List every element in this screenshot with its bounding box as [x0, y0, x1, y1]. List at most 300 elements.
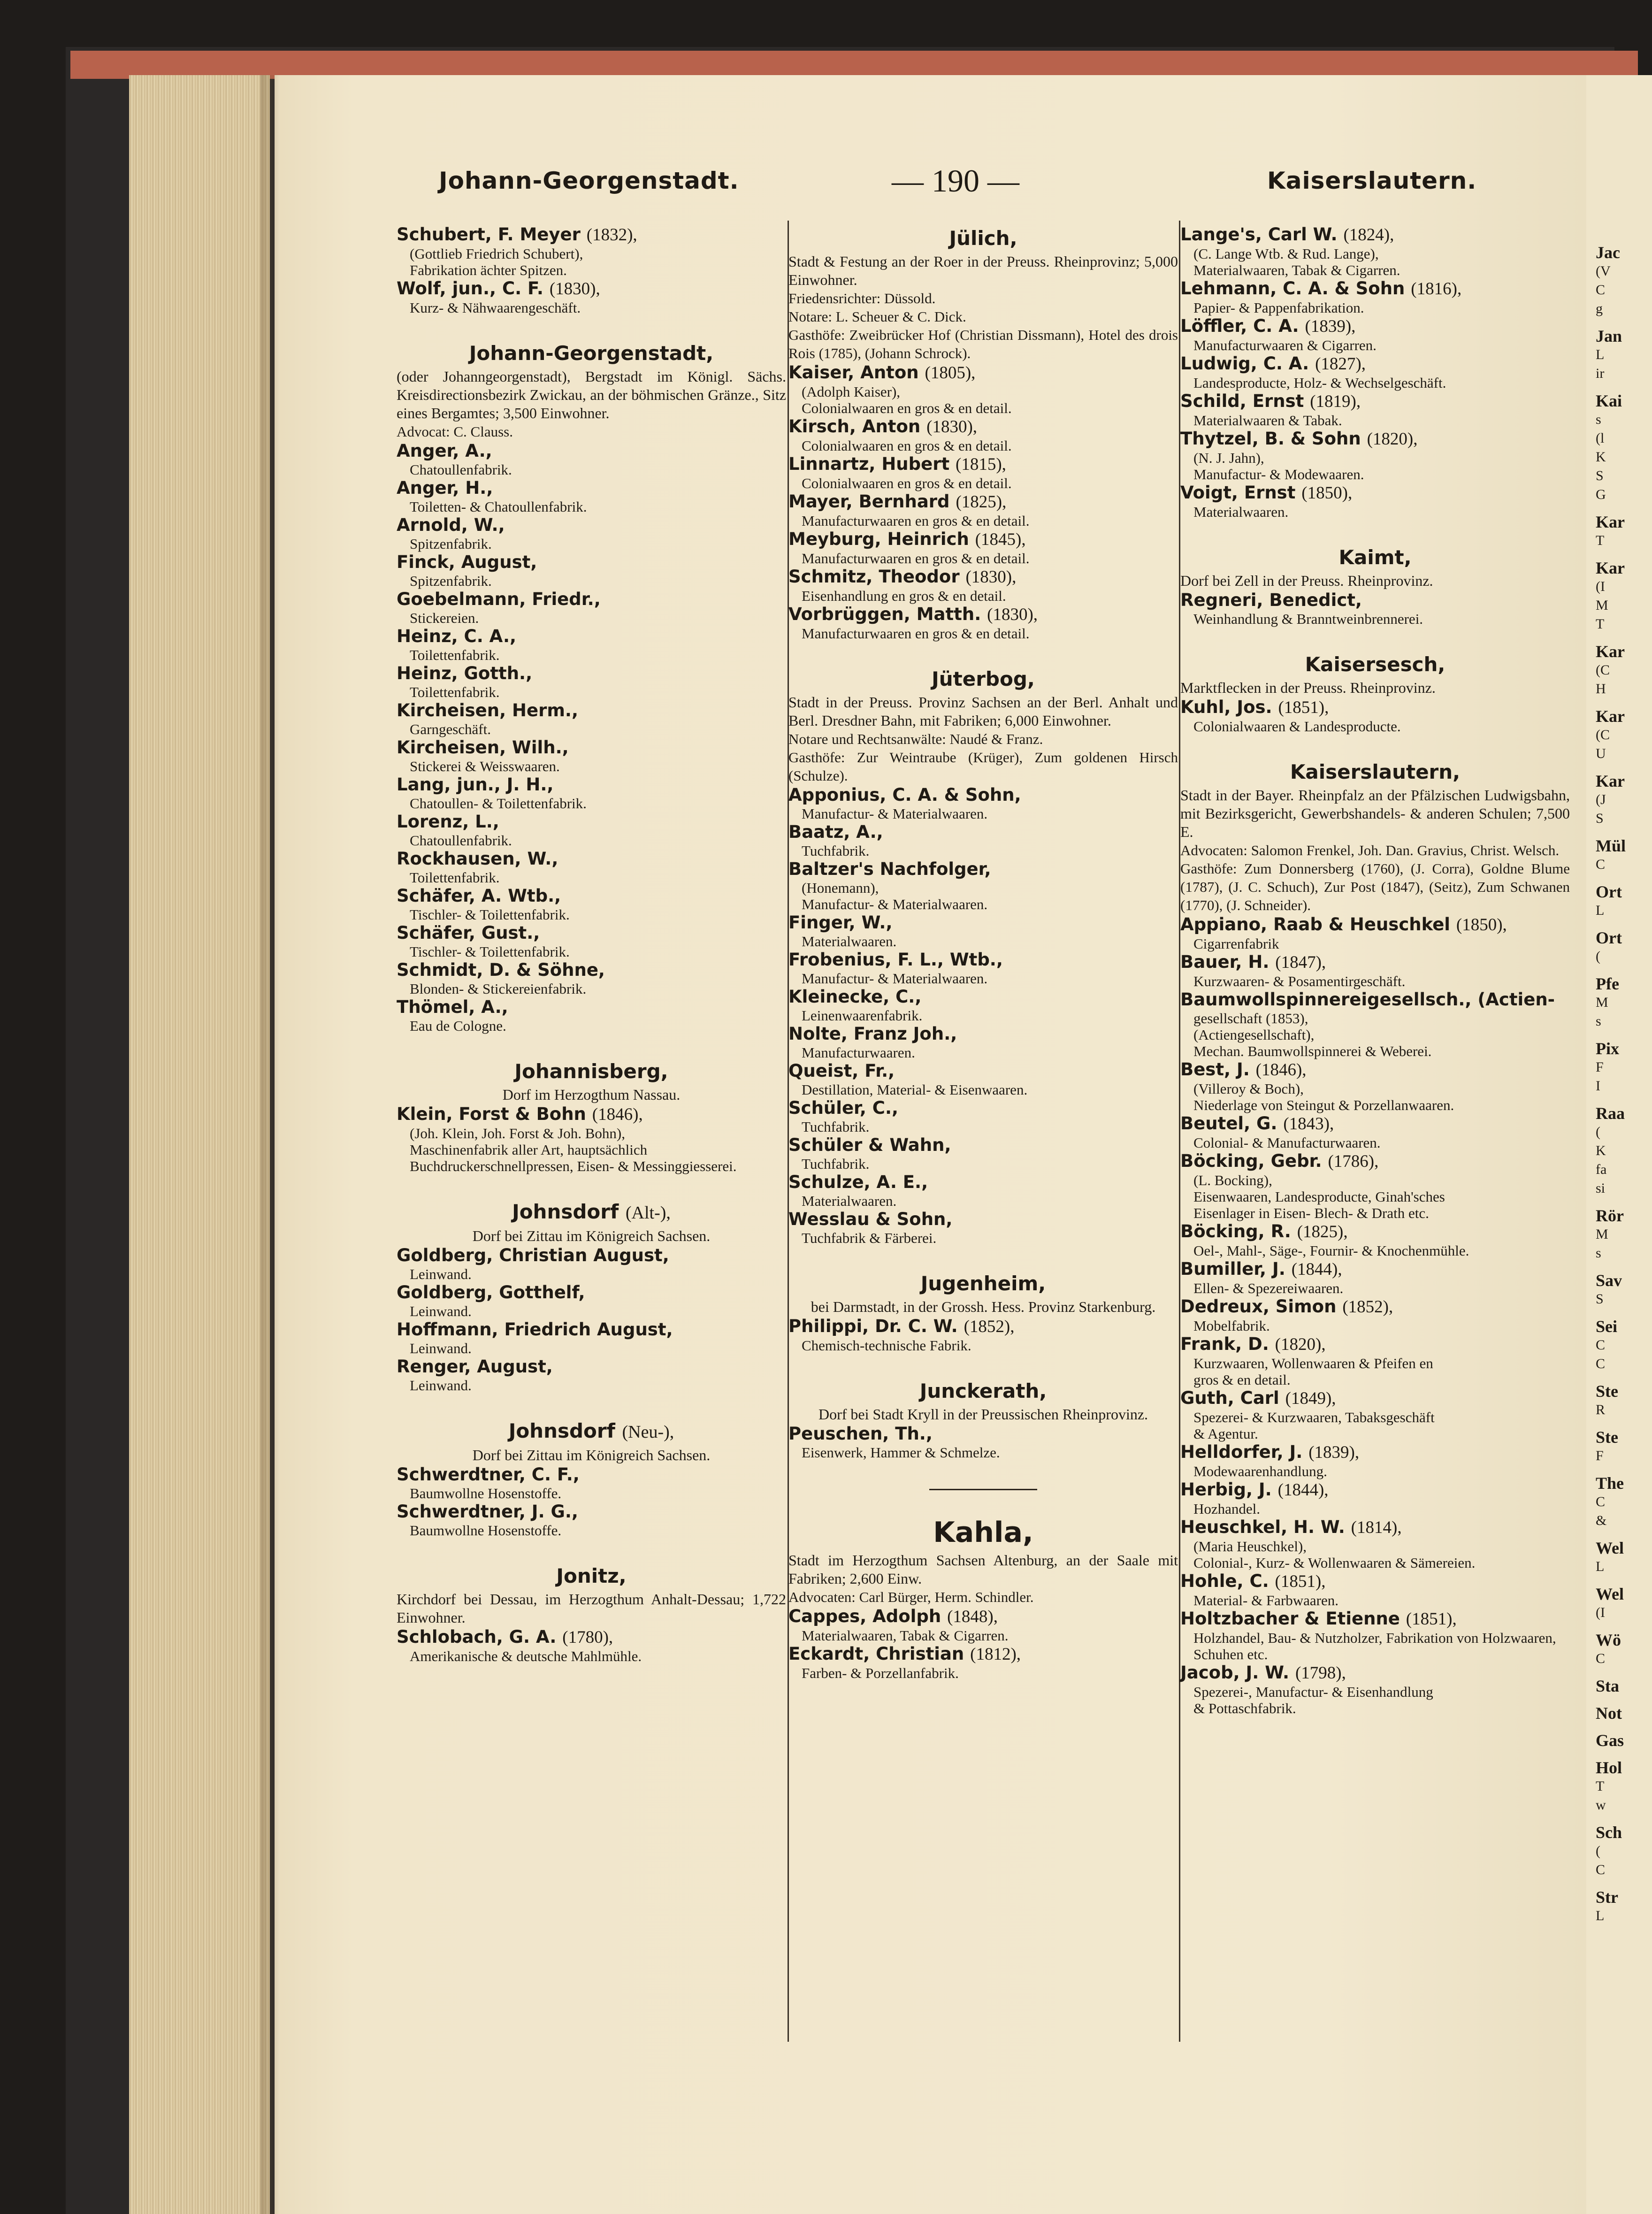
entry-name: [397, 1502, 786, 1522]
entry-detail: Baumwollne Hosenstoffe.: [410, 1522, 562, 1539]
entry-detail: Materialwaaren, Tabak & Cigarren.: [1193, 262, 1400, 278]
entry-detail: Chemisch-technische Fabrik.: [802, 1337, 971, 1354]
directory-entry: [1180, 989, 1570, 1059]
directory-entry: [1180, 429, 1570, 483]
town-description: Marktflecken in der Preuss. Rheinprovinz.: [1180, 679, 1436, 696]
entry-detail: Kurz- & Nähwaarengeschäft.: [410, 299, 581, 316]
entry-detail: Toilettenfabrik.: [410, 684, 500, 700]
entry-name: [788, 950, 1178, 970]
column-3: [1180, 224, 1570, 1716]
entry-detail: Manufactur- & Modewaaren.: [1193, 466, 1364, 483]
entry-name: [397, 1319, 786, 1340]
entry-detail: Toiletten- & Chatoullenfabrik.: [410, 498, 587, 515]
firm-name: Schüler & Wahn,: [788, 1135, 951, 1155]
edge-fragment: H: [1596, 681, 1606, 697]
entry-name: [397, 737, 786, 758]
firm-name: Baltzer's Nachfolger,: [788, 859, 991, 879]
edge-fragment: T: [1596, 1778, 1605, 1794]
town-description: (oder Johanngeorgenstadt), Bergstadt im Königl. Sächs. Kreisdirectionsbezirk Zwickau, an der böhmischen Gränze., Sitz eines Bergamtes; 3,500 Einwohner.: [397, 368, 786, 421]
directory-entry: [1180, 1221, 1570, 1259]
entry-detail: Manufactur- & Materialwaaren.: [802, 805, 988, 822]
directory-entry: [788, 604, 1178, 642]
entry-name: [397, 960, 786, 981]
entry-name: [397, 774, 786, 795]
entry-name: [397, 923, 786, 943]
directory-entry: [397, 663, 786, 700]
entry-detail: Spezerei-, Manufactur- & Eisenhandlung: [1193, 1684, 1433, 1700]
edge-fragment: Raa: [1596, 1104, 1625, 1123]
edge-fragment: Ort: [1596, 882, 1622, 901]
section-heading: [788, 1377, 1178, 1405]
town-description: Dorf bei Zell in der Preuss. Rheinprovinz.: [1180, 572, 1433, 589]
firm-name: Frobenius, F. L., Wtb.,: [788, 950, 1003, 970]
section-heading-text: Jugenheim,: [920, 1272, 1046, 1295]
entry-name: [788, 987, 1178, 1007]
firm-name: Böcking, Gebr.: [1180, 1151, 1322, 1171]
founding-year: (1852),: [964, 1317, 1015, 1336]
edge-fragment: Gas: [1596, 1731, 1624, 1750]
town-description: Dorf bei Zittau im Königreich Sachsen.: [472, 1227, 711, 1244]
founding-year: (1824),: [1343, 225, 1394, 245]
directory-entry: [397, 1502, 786, 1539]
entry-detail: Colonialwaaren en gros & en detail.: [802, 475, 1012, 491]
directory-entry: [788, 1424, 1178, 1461]
entry-name: [788, 1316, 1178, 1337]
founding-year: (1839),: [1308, 1443, 1360, 1462]
firm-name: Heinz, C. A.,: [397, 626, 517, 646]
firm-name: Appiano, Raab & Heuschkel: [1180, 914, 1450, 935]
edge-fragment: Sta: [1596, 1677, 1620, 1695]
directory-entry: [397, 478, 786, 515]
edge-fragment: Kar: [1596, 707, 1625, 726]
edge-fragment: S: [1596, 1291, 1604, 1307]
officials-note: Notare: L. Scheuer & C. Dick.: [788, 308, 966, 325]
edge-fragment: si: [1596, 1180, 1606, 1196]
edge-fragment: M: [1596, 1226, 1608, 1242]
directory-entry: [1180, 1388, 1570, 1442]
directory-entry: [1180, 353, 1570, 391]
founding-year: (1780),: [562, 1628, 613, 1647]
cover-edge-stripe: [70, 51, 1638, 79]
section-heading-text: Junckerath,: [919, 1379, 1047, 1402]
edge-fragment: Hol: [1596, 1758, 1622, 1777]
entry-detail: Spitzenfabrik.: [410, 573, 492, 589]
officials-note: Advocaten: Salomon Frenkel, Joh. Dan. Gravius, Christ. Welsch.: [1180, 842, 1560, 858]
directory-entry: [397, 515, 786, 552]
entry-detail: Tuchfabrik.: [802, 843, 870, 859]
edge-fragment: Kar: [1596, 513, 1625, 531]
entry-name: [397, 552, 786, 573]
founding-year: (1786),: [1328, 1152, 1379, 1171]
edge-fragment: Wel: [1596, 1585, 1624, 1603]
entry-name: [788, 822, 1178, 843]
entry-detail: Manufacturwaaren.: [802, 1044, 915, 1061]
entry-detail: (Gottlieb Friedrich Schubert),: [410, 245, 583, 262]
firm-name: Thytzel, B. & Sohn: [1180, 429, 1361, 449]
entry-detail: Eisenhandlung en gros & en detail.: [802, 588, 1006, 604]
edge-fragment: G: [1596, 487, 1606, 502]
directory-entry: [397, 1356, 786, 1394]
edge-fragment: F: [1596, 1448, 1604, 1463]
entry-name: [788, 362, 1178, 383]
edge-fragment: Kar: [1596, 772, 1625, 790]
entry-detail: Colonial- & Manufacturwaaren.: [1193, 1134, 1381, 1151]
directory-entry: [788, 362, 1178, 416]
edge-fragment: R: [1596, 1402, 1606, 1417]
directory-entry: [1180, 1334, 1570, 1388]
edge-fragment: S: [1596, 811, 1604, 826]
entry-detail: Buchdruckerschnellpressen, Eisen- & Messinggiesserei.: [410, 1158, 737, 1174]
founding-year: (1819),: [1310, 392, 1361, 411]
edge-fragment: Sch: [1596, 1823, 1622, 1842]
entry-detail: (Villeroy & Boch),: [1193, 1080, 1304, 1097]
edge-fragment: Wö: [1596, 1631, 1621, 1649]
entry-detail: Colonialwaaren en gros & en detail.: [802, 400, 1012, 416]
section-heading: [788, 224, 1178, 253]
firm-name: Helldorfer, J.: [1180, 1442, 1303, 1462]
edge-fragment: (C: [1596, 662, 1610, 678]
founding-year: (1851),: [1406, 1609, 1457, 1629]
entry-name: [397, 478, 786, 498]
founding-year: (1815),: [956, 455, 1006, 474]
firm-name: Mayer, Bernhard: [788, 491, 950, 512]
entry-detail: Landesproducte, Holz- & Wechselgeschäft.: [1193, 375, 1446, 391]
entry-name: [788, 785, 1178, 805]
firm-name: Cappes, Adolph: [788, 1606, 941, 1626]
founding-year: (1850),: [1301, 483, 1353, 503]
edge-fragment: Jac: [1596, 243, 1620, 262]
directory-entry: [397, 1319, 786, 1356]
edge-fragment: L: [1596, 347, 1605, 362]
firm-name: Schäfer, Gust.,: [397, 923, 540, 943]
firm-name: Schulze, A. E.,: [788, 1172, 928, 1192]
entry-detail: Leinwand.: [410, 1340, 472, 1356]
directory-entry: [1180, 1296, 1570, 1334]
town-description: Dorf bei Zittau im Königreich Sachsen.: [472, 1447, 711, 1463]
firm-name: Kircheisen, Herm.,: [397, 700, 579, 720]
directory-entry: [1180, 1571, 1570, 1609]
founding-year: (1847),: [1275, 953, 1326, 972]
entry-name: [1180, 1388, 1570, 1409]
directory-entry: [788, 1098, 1178, 1135]
entry-detail: Hozhandel.: [1193, 1501, 1261, 1517]
section-heading-suffix: (Neu-),: [622, 1422, 674, 1442]
directory-entry: [1180, 391, 1570, 429]
firm-name: Holtzbacher & Etienne: [1180, 1609, 1400, 1629]
directory-entry: [1180, 1151, 1570, 1221]
founding-year: (1848),: [947, 1607, 998, 1626]
directory-entry: [788, 987, 1178, 1024]
firm-name: Best, J.: [1180, 1059, 1250, 1080]
town-description: Stadt & Festung an der Roer in der Preuss. Rheinprovinz; 5,000 Einwohner.: [788, 253, 1178, 288]
entry-detail: Stickereien.: [410, 610, 479, 626]
entry-detail: Amerikanische & deutsche Mahlmühle.: [410, 1648, 642, 1664]
firm-name: Finck, August,: [397, 552, 537, 572]
entry-detail: Ellen- & Spezereiwaaren.: [1193, 1280, 1344, 1296]
firm-name: Peuschen, Th.,: [788, 1424, 933, 1444]
edge-fragment: Rör: [1596, 1206, 1624, 1225]
edge-fragment: fa: [1596, 1162, 1607, 1177]
entry-name: [1180, 1517, 1570, 1538]
edge-fragment: C: [1596, 1337, 1606, 1353]
town-description: Dorf im Herzogthum Nassau.: [502, 1086, 681, 1103]
firm-name: Heinz, Gotth.,: [397, 663, 533, 683]
directory-entry: [788, 1024, 1178, 1061]
founding-year: (1844),: [1291, 1260, 1342, 1279]
entry-detail: Tuchfabrik & Färberei.: [802, 1230, 937, 1246]
directory-entry: [1180, 590, 1570, 627]
entry-name: [397, 812, 786, 832]
entry-detail: Leinenwaarenfabrik.: [802, 1007, 923, 1024]
entry-name: [788, 416, 1178, 437]
directory-entry: [1180, 1479, 1570, 1517]
entry-detail: Manufacturwaaren en gros & en detail.: [802, 513, 1030, 529]
firm-name: Bauer, H.: [1180, 952, 1270, 972]
firm-name: Voigt, Ernst: [1180, 483, 1296, 503]
section-heading: [1180, 544, 1570, 572]
firm-name: Renger, August,: [397, 1356, 553, 1377]
entry-name: [788, 1172, 1178, 1193]
directory-entry: [397, 700, 786, 737]
firm-name: Arnold, W.,: [397, 515, 505, 535]
entry-name: [1180, 1609, 1570, 1630]
entry-detail: Baumwollne Hosenstoffe.: [410, 1485, 562, 1502]
entry-name: [788, 1606, 1178, 1627]
town-description: bei Darmstadt, in der Grossh. Hess. Provinz Starkenburg.: [811, 1298, 1156, 1315]
directory-entry: [1180, 224, 1570, 278]
directory-entry: [1180, 1259, 1570, 1296]
entry-detail: Papier- & Pappenfabrikation.: [1193, 299, 1364, 316]
entry-name: [788, 529, 1178, 550]
entry-name: [397, 1356, 786, 1377]
entry-name: [397, 1245, 786, 1266]
entry-name: [397, 278, 786, 299]
entry-name: [1180, 1151, 1570, 1172]
entry-name: [1180, 914, 1570, 935]
firm-name: Eckardt, Christian: [788, 1644, 964, 1664]
officials-note: Notare und Rechtsanwälte: Naudé & Franz.: [788, 731, 1043, 747]
edge-fragment: Ste: [1596, 1428, 1618, 1447]
firm-name: Rockhausen, W.,: [397, 849, 558, 869]
officials-note: Gasthöfe: Zweibrücker Hof (Christian Dissmann), Hotel des drois Rois (1785), (Johann Schrock).: [788, 327, 1178, 361]
entry-name: [397, 224, 786, 245]
section-separator: [929, 1489, 1037, 1490]
entry-detail: Tuchfabrik.: [802, 1156, 870, 1172]
firm-name: Kuhl, Jos.: [1180, 697, 1272, 717]
edge-fragment: I: [1596, 1078, 1600, 1094]
entry-detail: (Actiengesellschaft),: [1193, 1027, 1315, 1043]
entry-detail: Kurzwaaren, Wollenwaaren & Pfeifen en: [1193, 1355, 1433, 1371]
edge-fragment: Kar: [1596, 559, 1625, 577]
page-number: — 190 —: [892, 162, 1019, 199]
directory-entry: [1180, 1517, 1570, 1571]
directory-entry: [788, 1316, 1178, 1354]
section-heading-text: Kaimt,: [1338, 546, 1412, 569]
entry-detail: (Honemann),: [802, 880, 879, 896]
directory-entry: [788, 950, 1178, 987]
entry-name: [1180, 1571, 1570, 1592]
firm-name: Anger, A.,: [397, 441, 492, 461]
entry-detail: Farben- & Porzellanfabrik.: [802, 1665, 959, 1681]
edge-fragment: K: [1596, 1143, 1606, 1158]
directory-entry: [1180, 1442, 1570, 1479]
page-edges-stack: [129, 75, 270, 2214]
edge-fragment: C: [1596, 1862, 1606, 1877]
section-heading-text: Jüterbog,: [932, 667, 1035, 690]
edge-fragment: S: [1596, 468, 1604, 483]
entry-detail: Manufacturwaaren en gros & en detail.: [802, 550, 1030, 567]
directory-entry: [397, 589, 786, 626]
entry-name: [1180, 1296, 1570, 1318]
entry-detail: Mobelfabrik.: [1193, 1318, 1270, 1334]
town-description: Kirchdorf bei Dessau, im Herzogthum Anhalt-Dessau; 1,722 Einwohner.: [397, 1591, 786, 1626]
entry-detail: Maschinenfabrik aller Art, hauptsächlich: [410, 1141, 648, 1158]
entry-name: [397, 700, 786, 721]
edge-fragment: Mül: [1596, 836, 1626, 855]
entry-name: [788, 567, 1178, 588]
firm-name: Schubert, F. Meyer: [397, 224, 581, 245]
edge-fragment: M: [1596, 995, 1608, 1010]
entry-name: [1180, 1442, 1570, 1463]
entry-detail: Garngeschäft.: [410, 721, 491, 737]
entry-detail: Colonial-, Kurz- & Wollenwaaren & Sämereien.: [1193, 1555, 1476, 1571]
entry-name: [788, 491, 1178, 513]
entry-name: [788, 1424, 1178, 1444]
entry-detail: Materialwaaren.: [802, 933, 897, 950]
entry-detail: Eau de Cologne.: [410, 1018, 506, 1034]
edge-fragment: C: [1596, 857, 1606, 872]
directory-entry: [1180, 952, 1570, 989]
entry-detail: Leinwand.: [410, 1377, 472, 1394]
entry-name: [788, 1209, 1178, 1230]
firm-name: Apponius, C. A. & Sohn,: [788, 785, 1021, 805]
edge-fragment: (: [1596, 949, 1600, 964]
firm-name: Frank, D.: [1180, 1334, 1269, 1354]
entry-detail: (Adolph Kaiser),: [802, 383, 901, 400]
section-heading: [788, 1270, 1178, 1298]
firm-name: Wesslau & Sohn,: [788, 1209, 953, 1229]
directory-entry: [1180, 1059, 1570, 1113]
directory-entry: [397, 278, 786, 316]
directory-entry: [397, 224, 786, 278]
entry-name: [1180, 224, 1570, 245]
edge-fragment: (: [1596, 1124, 1600, 1140]
firm-name: Dedreux, Simon: [1180, 1296, 1337, 1317]
entry-detail: Toilettenfabrik.: [410, 647, 500, 663]
entry-detail: (L. Bocking),: [1193, 1172, 1272, 1188]
entry-detail: Materialwaaren.: [802, 1193, 897, 1209]
edge-fragment: F: [1596, 1059, 1604, 1075]
section-heading-text: Johann-Georgenstadt,: [469, 342, 714, 365]
section-heading: [397, 1562, 786, 1590]
edge-fragment: C: [1596, 1494, 1606, 1509]
town-description: Stadt im Herzogthum Sachsen Altenburg, an der Saale mit Fabriken; 2,600 Einw.: [788, 1552, 1178, 1587]
officials-note: Friedensrichter: Düssold.: [788, 290, 936, 306]
edge-fragment: C: [1596, 282, 1606, 298]
entry-name: [397, 997, 786, 1018]
founding-year: (1844),: [1277, 1480, 1329, 1500]
entry-detail: & Pottaschfabrik.: [1193, 1700, 1296, 1716]
entry-detail: Material- & Farbwaaren.: [1193, 1592, 1339, 1609]
firm-name: Kleinecke, C.,: [788, 987, 922, 1007]
edge-fragment: (C: [1596, 727, 1610, 743]
directory-entry: [788, 859, 1178, 912]
directory-entry: [788, 912, 1178, 950]
directory-entry: [788, 1135, 1178, 1172]
entry-name: [397, 849, 786, 869]
edge-fragment: Not: [1596, 1704, 1622, 1723]
firm-name: Schmitz, Theodor: [788, 567, 960, 587]
firm-name: Linnartz, Hubert: [788, 454, 950, 474]
entry-detail: Manufactur- & Materialwaaren.: [802, 970, 988, 987]
entry-name: [788, 1644, 1178, 1665]
entry-detail: Materialwaaren, Tabak & Cigarren.: [802, 1627, 1009, 1644]
directory-entry: [1180, 697, 1570, 735]
firm-name: Guth, Carl: [1180, 1388, 1279, 1408]
founding-year: (1816),: [1411, 279, 1462, 299]
entry-detail: Destillation, Material- & Eisenwaaren.: [802, 1081, 1028, 1098]
firm-name: Schwerdtner, J. G.,: [397, 1502, 578, 1522]
founding-year: (1846),: [592, 1105, 643, 1124]
edge-fragment: (I: [1596, 1605, 1605, 1620]
entry-detail: & Agentur.: [1193, 1425, 1258, 1442]
directory-entry: [788, 1606, 1178, 1644]
entry-detail: Chatoullenfabrik.: [410, 461, 512, 478]
founding-year: (1845),: [975, 530, 1026, 549]
founding-year: (1850),: [1456, 915, 1507, 935]
section-heading-text: Kaiserslautern,: [1290, 760, 1461, 783]
entry-detail: gesellschaft (1853),: [1193, 1010, 1308, 1027]
entry-detail: Toilettenfabrik.: [410, 869, 500, 886]
section-heading: [397, 1057, 786, 1086]
directory-entry: [397, 1245, 786, 1282]
entry-detail: Spezerei- & Kurzwaaren, Tabaksgeschäft: [1193, 1409, 1435, 1425]
officials-note: Gasthöfe: Zum Donnersberg (1760), (J. Corra), Goldne Blume (1787), (J. C. Schuch), Zur Post (1847), (Seitz), Zum Schwanen (1770), (J. Schneider).: [1180, 860, 1570, 913]
section-heading-text: Johnsdorf: [512, 1200, 619, 1223]
founding-year: (1820),: [1275, 1335, 1326, 1354]
entry-name: [788, 859, 1178, 880]
entry-detail: Kurzwaaren- & Posamentirgeschäft.: [1193, 973, 1406, 989]
firm-name: Schild, Ernst: [1180, 391, 1304, 411]
directory-entry: [397, 774, 786, 812]
entry-name: [1180, 391, 1570, 412]
firm-name: Anger, H.,: [397, 478, 493, 498]
firm-name: Kircheisen, Wilh.,: [397, 737, 569, 758]
edge-fragment: w: [1596, 1797, 1606, 1813]
firm-name: Schwerdtner, C. F.,: [397, 1464, 580, 1485]
entry-name: [1180, 989, 1570, 1010]
directory-entry: [1180, 316, 1570, 353]
edge-fragment: Sav: [1596, 1271, 1622, 1290]
edge-fragment: C: [1596, 1356, 1606, 1371]
edge-fragment: Pix: [1596, 1039, 1619, 1058]
entry-detail: Cigarrenfabrik: [1193, 935, 1279, 952]
directory-entry: [788, 529, 1178, 567]
directory-entry: [788, 785, 1178, 822]
directory-entry: [397, 997, 786, 1034]
firm-name: Philippi, Dr. C. W.: [788, 1316, 958, 1336]
entry-name: [788, 912, 1178, 933]
entry-detail: Tischler- & Toilettenfabrik.: [410, 906, 570, 923]
edge-fragment: L: [1596, 1559, 1605, 1574]
entry-name: [1180, 278, 1570, 299]
directory-entry: [397, 812, 786, 849]
town-description: Stadt in der Bayer. Rheinpfalz an der Pfälzischen Ludwigsbahn, mit Bezirksgericht, Gewerbshandels- & anderen Schulen; 7,500 E.: [1180, 787, 1570, 840]
entry-detail: Materialwaaren & Tabak.: [1193, 412, 1342, 429]
entry-name: [397, 1104, 786, 1125]
founding-year: (1849),: [1285, 1389, 1336, 1408]
town-description: Dorf bei Stadt Kryll in der Preussischen Rheinprovinz.: [818, 1406, 1148, 1423]
